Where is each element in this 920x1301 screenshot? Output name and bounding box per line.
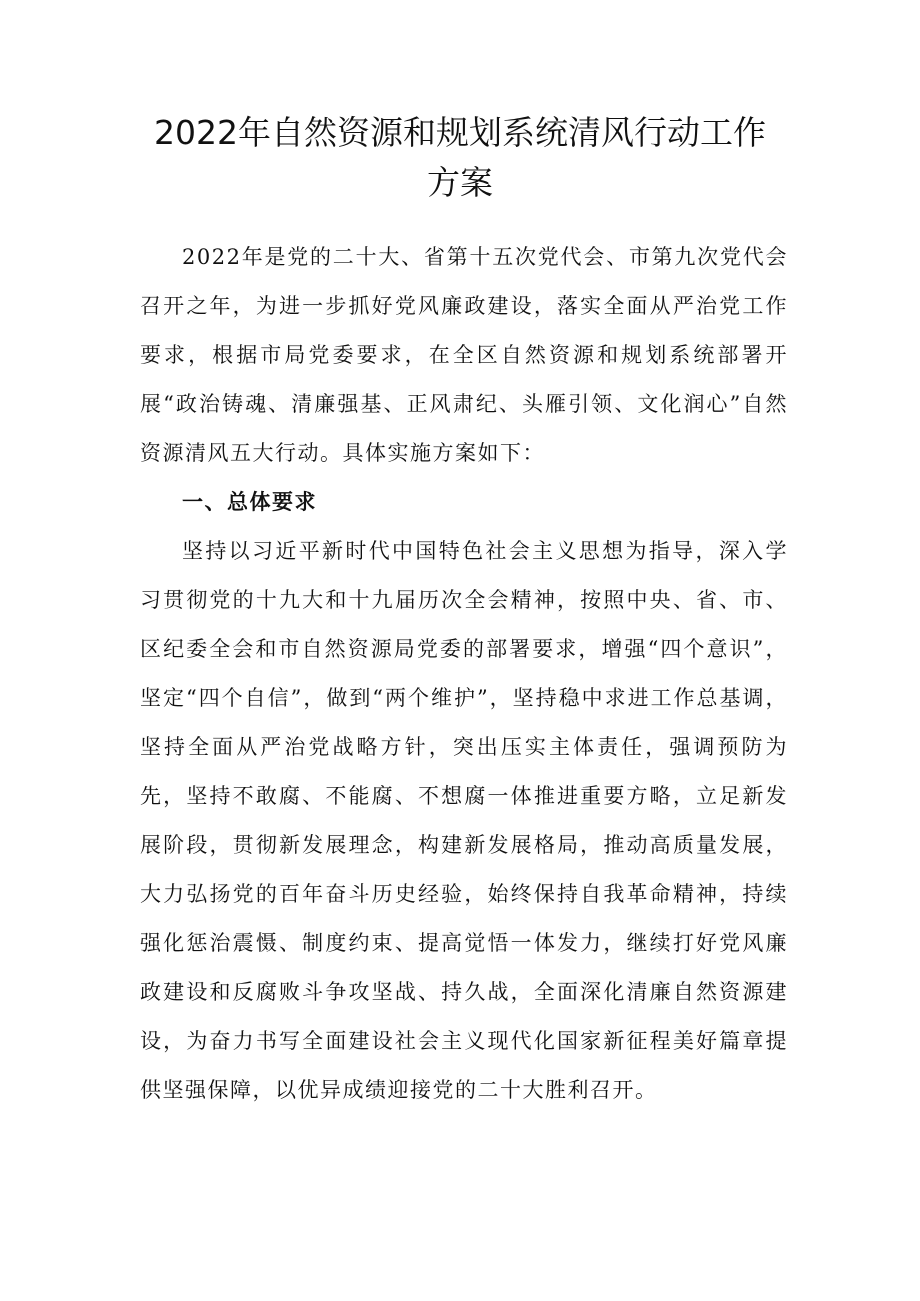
title-line-2: 方案 [427, 163, 493, 202]
section-1-paragraph: 坚持以习近平新时代中国特色社会主义思想为指导，深入学习贯彻党的十九大和十九届历次全会精神，按照中央、省、市、区纪委全会和市自然资源局党委的部署要求，增强“四个意识”，坚定“四个自信”，做到“两个维护”，坚持稳中求进工作总基调，坚持全面从严治党战略方针，突出压实主体责任，强调预防为先，坚持不敢腐、不能腐、不想腐一体推进重要方略，立足新发展阶段，贯彻新发展理念，构建新发展格局，推动高质量发展，大力弘扬党的百年奋斗历史经验，始终保持自我革命精神，持续强化惩治震慑、制度约束、提高觉悟一体发力，继续打好党风廉政建设和反腐败斗争攻坚战、持久战，全面深化清廉自然资源建设，为奋力书写全面建设社会主义现代化国家新征程美好篇章提供坚强保障，以优异成绩迎接党的二十大胜利召开。 [140, 539, 788, 1102]
document-title [120, 108, 800, 208]
title-line-1: 2022年自然资源和规划系统清风行动工作 [154, 113, 766, 152]
intro-paragraph: 2022年是党的二十大、省第十五次党代会、市第九次党代会召开之年，为进一步抓好党风廉政建设，落实全面从严治党工作要求，根据市局党委要求，在全区自然资源和规划系统部署开展“政治铸魂、清廉强基、正风肃纪、头雁引领、文化润心”自然资源清风五大行动。具体实施方案如下： [140, 245, 788, 465]
document-body [140, 233, 788, 1115]
section-heading-1: 一、总体要求 [182, 490, 317, 514]
